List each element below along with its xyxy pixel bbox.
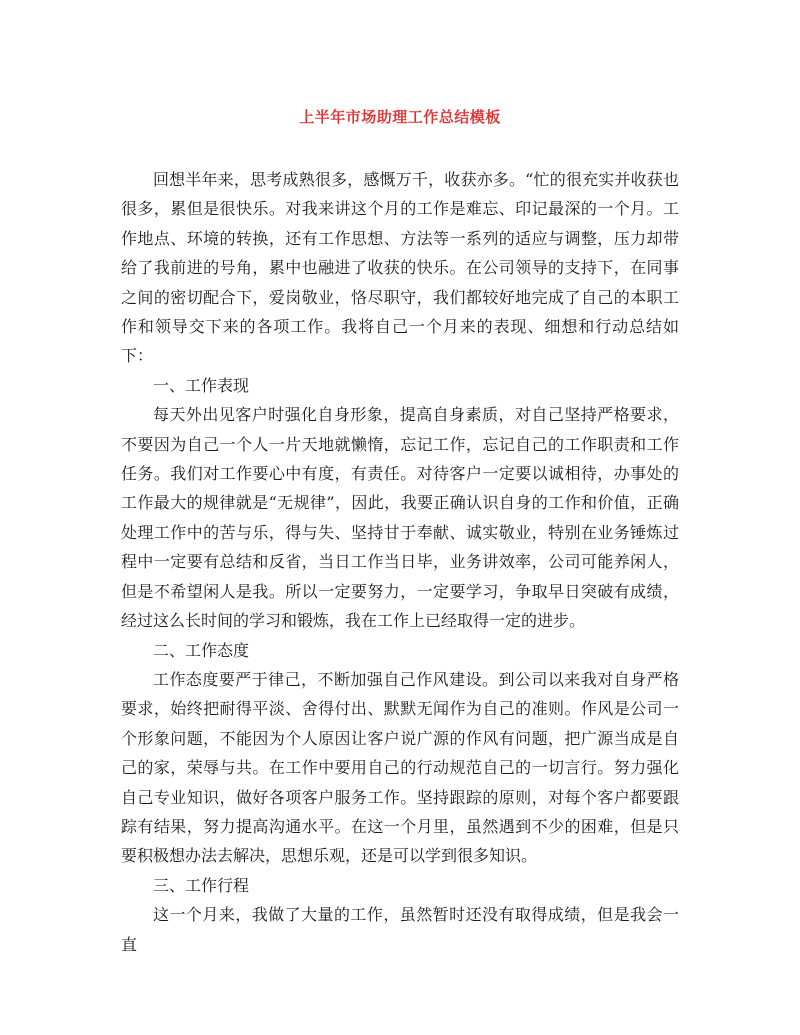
intro-paragraph: 回想半年来，思考成熟很多，感慨万千，收获亦多。“忙的很充实并收获也很多，累但是很快乐。对我来讲这个月的工作是难忘、印记最深的一个月。工作地点、环境的转换，还有工作思想、方法等一系列的适应与调整，压力却带给了我前进的号角，累中也融进了收获的快乐。在公司领导的支持下，在同事之间的密切配合下，爱岗敬业，恪尽职守，我们都较好地完成了自己的本职工作和领导交下来的各项工作。我将自己一个月来的表现、细想和行动总结如下： [121, 170, 679, 366]
work-schedule-paragraph: 这一个月来，我做了大量的工作，虽然暂时还没有取得成绩，但是我会一直 [121, 905, 679, 954]
section-heading-work-performance: 一、工作表现 [153, 375, 250, 395]
document-title: 上半年市场助理工作总结模板 [299, 108, 501, 126]
section-heading-work-attitude: 二、工作态度 [153, 640, 250, 660]
work-attitude-paragraph: 工作态度要严于律己，不断加强自己作风建设。到公司以来我对自身严格要求，始终把耐得平淡、舍得付出、默默无闻作为自己的准则。作风是公司一个形象问题，不能因为个人原因让客户说广源的作风有问题，把广源当成是自己的家，荣辱与共。在工作中要用自己的行动规范自己的一切言行。努力强化自己专业知识，做好各项客户服务工作。坚持跟踪的原则，对每个客户都要跟踪有结果，努力提高沟通水平。在这一个月里，虽然遇到不少的困难，但是只要积极想办法去解决，思想乐观，还是可以学到很多知识。 [121, 669, 679, 866]
work-performance-paragraph: 每天外出见客户时强化自身形象，提高自身素质，对自己坚持严格要求， 不要因为自己一个人一片天地就懒惰，忘记工作，忘记自己的工作职责和工作任务。我们对工作要心中有度，有责任。对待客户一定要以诚相待，办事处的工作最大的规律就是“无规律”，因此，我要正确认识自身的工作和价值，正确处理工作中的苦与乐，得与失、坚持甘于奉献、诚实敬业，特别在业务锤炼过程中一定要有总结和反省，当日工作当日毕，业务讲效率，公司可能养闲人，但是不希望闲人是我。所以一定要努力，一定要学习，争取早日突破有成绩，经过这么长时间的学习和锻炼，我在工作上已经取得一定的进步。 [121, 405, 679, 631]
document-body [121, 165, 679, 959]
section-heading-work-schedule: 三、工作行程 [153, 875, 250, 895]
